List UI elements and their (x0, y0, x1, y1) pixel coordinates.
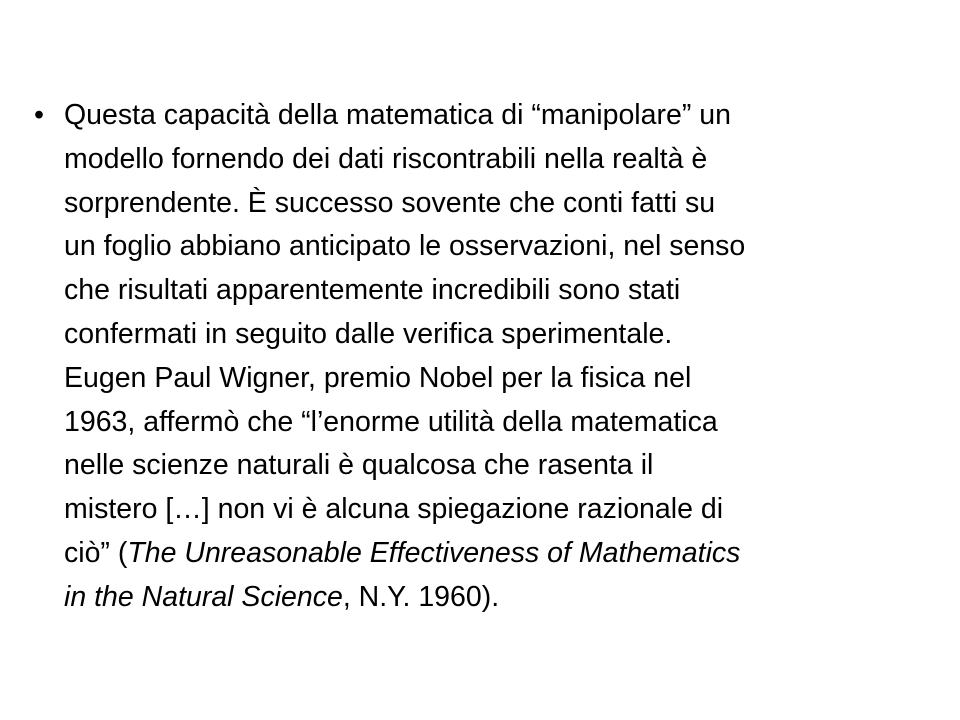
bullet-list (24, 94, 924, 620)
text-line-1: Questa capacità della matematica di “manipolare” un (64, 99, 731, 131)
book-title-part-2: in the Natural Science (64, 580, 343, 613)
book-title-part-1: The Unreasonable Effectiveness of Mathematics (127, 536, 741, 569)
text-line-12 (64, 576, 924, 620)
text-line-11-plain: ciò” ( (64, 536, 128, 569)
text-line-2: modello fornendo dei dati riscontrabili nella realtà è (64, 142, 708, 175)
text-line-9: nelle scienze naturali è qualcosa che rasenta il (64, 449, 654, 482)
text-line-6: confermati in seguito dalle verifica sperimentale. (64, 317, 673, 350)
text-line-3: sorprendente. È successo sovente che conti fatti su (64, 186, 716, 219)
text-line-12-plain: , N.Y. 1960). (342, 580, 500, 613)
text-line-4: un foglio abbiano anticipato le osservazioni, nel senso (64, 230, 746, 263)
text-line-8: 1963, affermò che “l’enorme utilità della matematica (64, 405, 718, 438)
text-line-7: Eugen Paul Wigner, premio Nobel per la fisica nel (64, 361, 692, 394)
text-line-5: che risultati apparentemente incredibili sono stati (64, 274, 681, 307)
text-line-11 (64, 532, 924, 576)
text-line-10: mistero […] non vi è alcuna spiegazione razionale di (64, 493, 724, 526)
bullet-item (24, 94, 924, 620)
bullet-icon: • (34, 99, 44, 131)
